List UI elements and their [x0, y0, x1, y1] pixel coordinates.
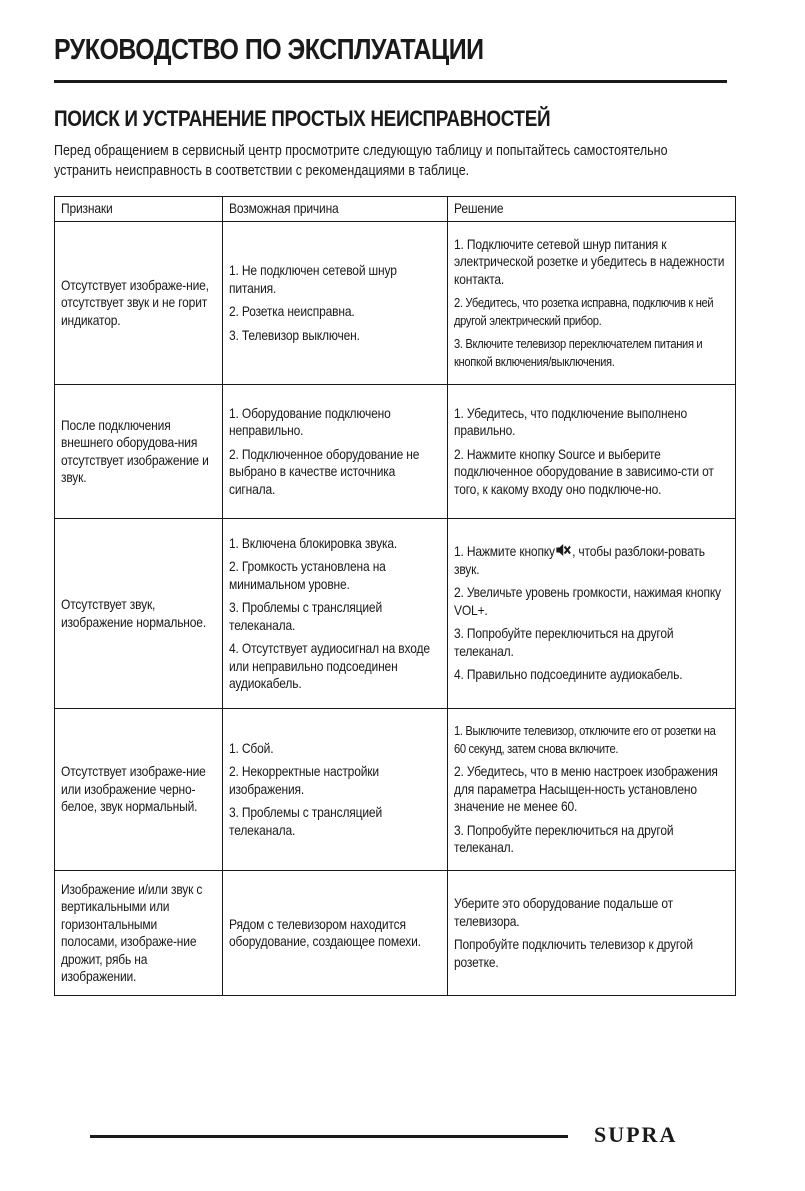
- cause-cell: [223, 871, 448, 996]
- cause-item: 1. Включена блокировка звука.: [229, 534, 398, 551]
- footer-divider: [90, 1135, 568, 1138]
- solution-item: 3. Попробуйте переключиться на другой телеканал.: [454, 821, 674, 856]
- solution-cell: [448, 385, 736, 519]
- solution-item: Попробуйте подключить телевизор к другой розетке.: [454, 936, 693, 970]
- cause-item: 2. Некорректные настройки изображения.: [229, 763, 379, 797]
- cause-cell: [223, 519, 448, 709]
- cause-cell: [223, 385, 448, 519]
- solution-item: [454, 543, 728, 578]
- solution-item: Уберите это оборудование подальше от телевизора.: [454, 895, 673, 929]
- table-row: [55, 709, 736, 871]
- title-divider: [54, 80, 727, 83]
- cause-item: 4. Отсутствует аудиосигнал на входе или неправильно подсоединен аудиокабель.: [229, 640, 430, 691]
- cause-item: 2. Подключенное оборудование не выбрано в качестве источника сигнала.: [229, 445, 420, 497]
- intro-text: [54, 141, 725, 181]
- symptom-cell: Отсутствует изображе-ние, отсутствует звук и не горит индикатор.: [55, 222, 223, 385]
- cause-item: 1. Сбой.: [229, 739, 274, 756]
- page-title: РУКОВОДСТВО ПО ЭКСПЛУАТАЦИИ: [54, 34, 484, 66]
- table-row: [55, 871, 736, 996]
- cause-item: 1. Не подключен сетевой шнур питания.: [229, 262, 397, 296]
- column-header-solution: Решение: [448, 197, 736, 222]
- cause-item: 3. Проблемы с трансляцией телеканала.: [229, 804, 383, 838]
- cause-item: 1. Оборудование подключено неправильно.: [229, 404, 391, 439]
- intro-line: устранить неисправность в соответствии с рекомендациями в таблице.: [54, 163, 470, 179]
- cause-item: 2. Розетка неисправна.: [229, 303, 355, 319]
- column-header-symptoms: Признаки: [55, 197, 223, 222]
- section-heading: ПОИСК И УСТРАНЕНИЕ ПРОСТЫХ НЕИСПРАВНОСТЕЙ: [54, 106, 551, 131]
- symptom-cell: Изображение и/или звук с вертикальными или горизонтальными полосами, изображе-ние дрожит, рябь на изображении.: [55, 871, 223, 996]
- solution-text: , чтобы разблоки-ровать звук.: [454, 543, 705, 577]
- solution-item: 1. Выключите телевизор, отключите его от розетки на 60 секунд, затем снова включите.: [454, 723, 716, 756]
- cause-cell: [223, 709, 448, 871]
- table-row: [55, 519, 736, 709]
- cause-item: 2. Громкость установлена на минимальном уровне.: [229, 558, 386, 592]
- solution-item: 1. Подключите сетевой шнур питания к электрической розетке и убедитесь в надежности контакта.: [454, 235, 725, 287]
- table-row: [55, 385, 736, 519]
- cause-item: Рядом с телевизором находится оборудование, создающее помехи.: [229, 915, 421, 949]
- symptom-cell: Отсутствует изображе-ние или изображение черно-белое, звук нормальный.: [55, 709, 223, 871]
- table-row: [55, 222, 736, 385]
- troubleshooting-table: [54, 196, 736, 996]
- brand-logo: SUPRA: [594, 1122, 678, 1147]
- solution-item: 2. Увеличьте уровень громкости, нажимая кнопку VOL+.: [454, 584, 721, 618]
- solution-item: 3. Включите телевизор переключателем питания и кнопкой включения/выключения.: [454, 336, 703, 369]
- solution-item: 2. Нажмите кнопку Source и выберите подключенное оборудование в зависимо-сти от того, к какому входу оно подключе-но.: [454, 445, 714, 497]
- solution-cell: [448, 709, 736, 871]
- solution-item: 2. Убедитесь, что в меню настроек изображения для параметра Насыщен-ность установлено значение не менее 60.: [454, 763, 718, 815]
- solution-item: 4. Правильно подсоедините аудиокабель.: [454, 666, 683, 683]
- table-header-row: [55, 197, 736, 222]
- cause-item: 3. Проблемы с трансляцией телеканала.: [229, 599, 383, 633]
- solution-text: 1. Нажмите кнопку: [454, 543, 555, 560]
- cause-item: 3. Телевизор выключен.: [229, 326, 360, 343]
- symptom-cell: После подключения внешнего оборудова-ния отсутствует изображение и звук.: [55, 385, 223, 519]
- solution-cell: [448, 222, 736, 385]
- mute-icon: [556, 543, 571, 557]
- column-header-cause: Возможная причина: [223, 197, 448, 222]
- solution-item: 2. Убедитесь, что розетка исправна, подключив к ней другой электрический прибор.: [454, 295, 714, 328]
- solution-cell: [448, 871, 736, 996]
- solution-item: 1. Убедитесь, что подключение выполнено правильно.: [454, 404, 688, 439]
- solution-cell: [448, 519, 736, 709]
- symptom-cell: Отсутствует звук, изображение нормальное.: [55, 519, 223, 709]
- cause-cell: [223, 222, 448, 385]
- solution-item: 3. Попробуйте переключиться на другой телеканал.: [454, 625, 674, 659]
- intro-line: Перед обращением в сервисный центр просмотрите следующую таблицу и попытайтесь самостоятельно: [54, 143, 668, 159]
